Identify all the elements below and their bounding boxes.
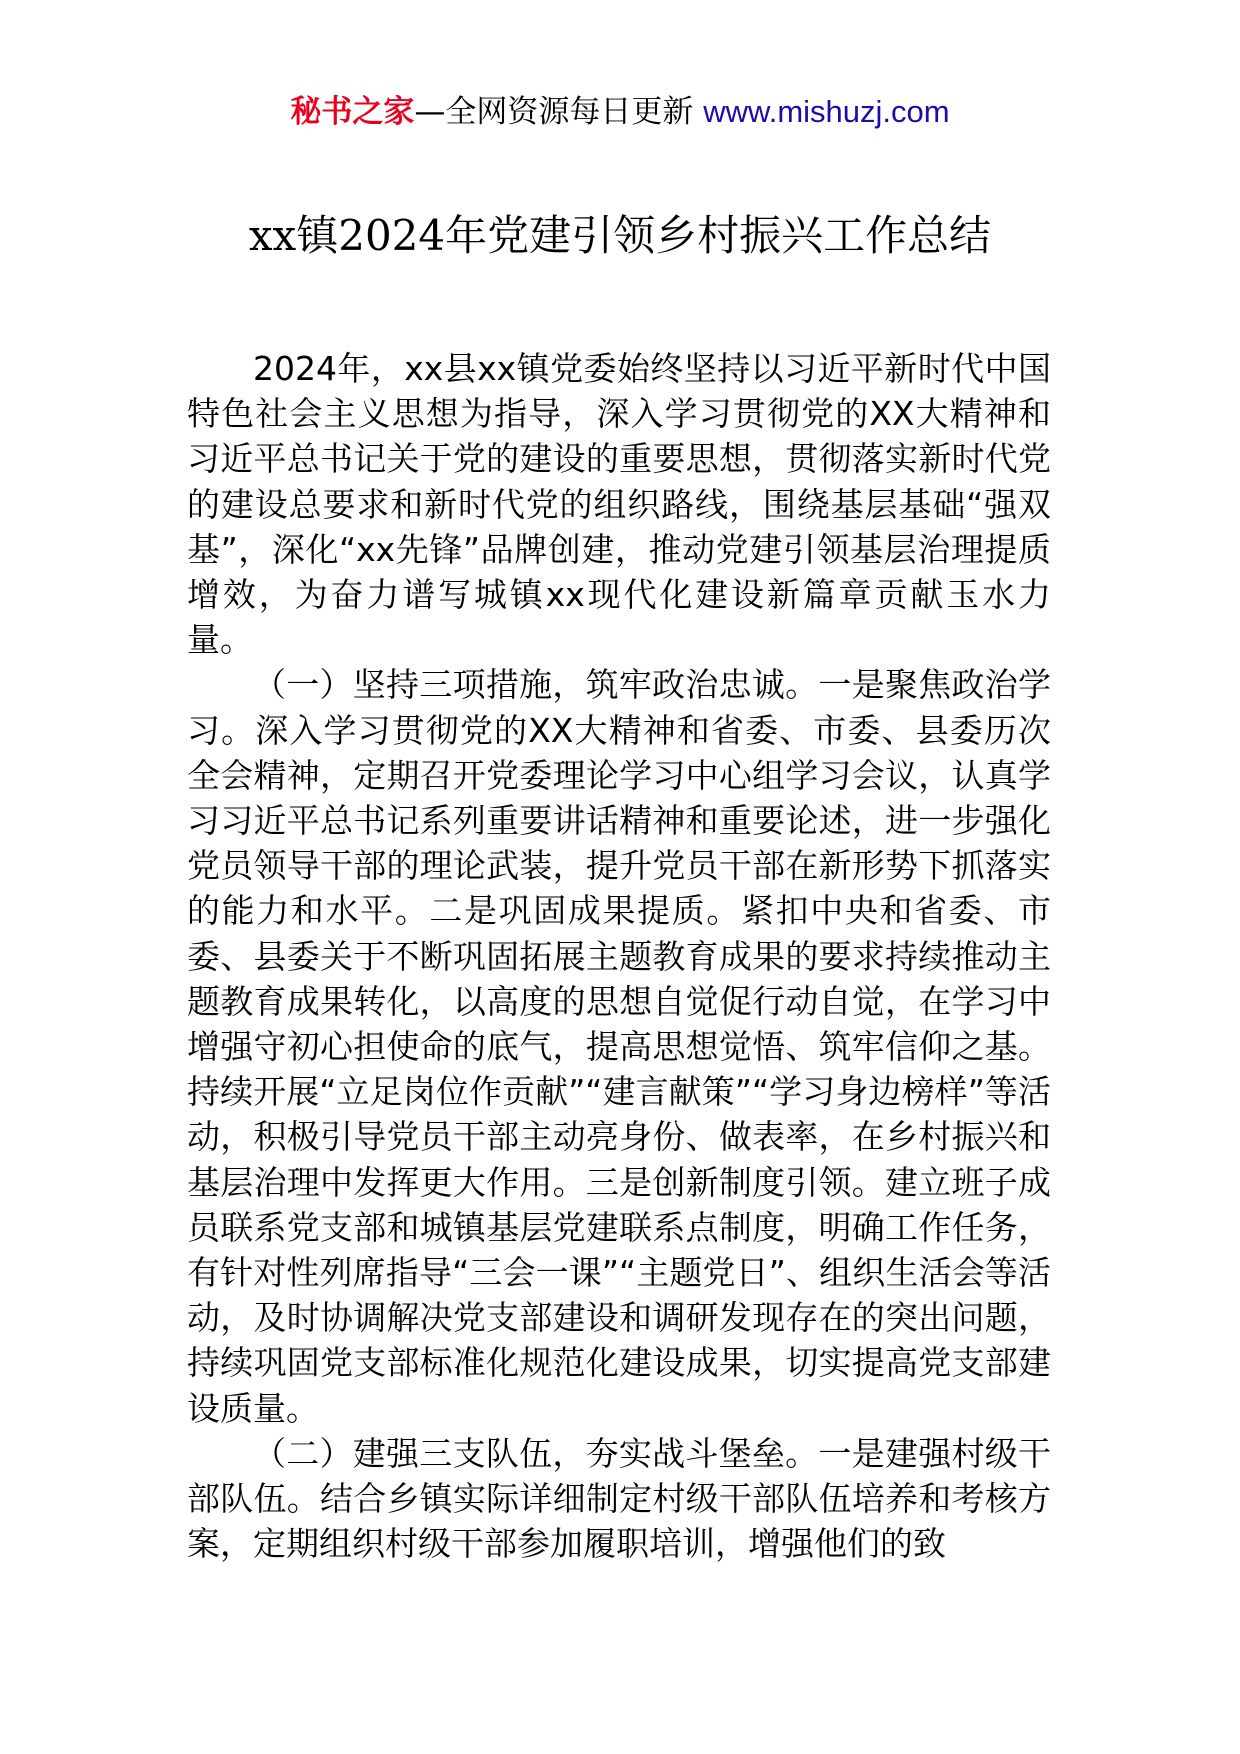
document-body (187, 346, 1051, 1566)
site-url-link[interactable]: www.mishuzj.com (703, 94, 950, 129)
section-one-paragraph: （一）坚持三项措施，筑牢政治忠诚。一是聚焦政治学习。深入学习贯彻党的XX大精神和省委、市委、县委历次全会精神，定期召开党委理论学习中心组学习会议，认真学习习近平总书记系列重要讲话精神和重要论述，进一步强化党员领导干部的理论武装，提升党员干部在新形势下抓落实的能力和水平。二是巩固成果提质。紧扣中央和省委、市委、县委关于不断巩固拓展主题教育成果的要求持续推动主题教育成果转化，以高度的思想自觉促行动自觉，在学习中增强守初心担使命的底气，提高思想觉悟、筑牢信仰之基。持续开展“立足岗位作贡献”“建言献策”“学习身边榜样”等活动，积极引导党员干部主动亮身份、做表率，在乡村振兴和基层治理中发挥更大作用。三是创新制度引领。建立班子成员联系党支部和城镇基层党建联系点制度，明确工作任务，有针对性列席指导“三会一课”“主题党日”、组织生活会等活动，及时协调解决党支部建设和调研发现存在的突出问题，持续巩固党支部标准化规范化建设成果，切实提高党支部建设质量。 (187, 665, 1051, 1428)
section-two-paragraph: （二）建强三支队伍，夯实战斗堡垒。一是建强村级干部队伍。结合乡镇实际详细制定村级干部队伍培养和考核方案，定期组织村级干部参加履职培训，增强他们的致 (187, 1433, 1051, 1564)
site-header (0, 92, 1240, 132)
document-title: xx镇2024年党建引领乡村振兴工作总结 (248, 211, 992, 260)
brand-name: 秘书之家 (290, 94, 415, 130)
intro-paragraph: 2024年，xx县xx镇党委始终坚持以习近平新时代中国特色社会主义思想为指导，深入学习贯彻党的XX大精神和习近平总书记关于党的建设的重要思想，贯彻落实新时代党的建设总要求和新时代党的组织路线，围绕基层基础“强双基”，深化“xx先锋”品牌创建，推动党建引领基层治理提质增效，为奋力谱写城镇xx现代化建设新篇章贡献玉水力量。 (187, 349, 1051, 660)
site-tagline: —全网资源每日更新 (414, 94, 694, 130)
